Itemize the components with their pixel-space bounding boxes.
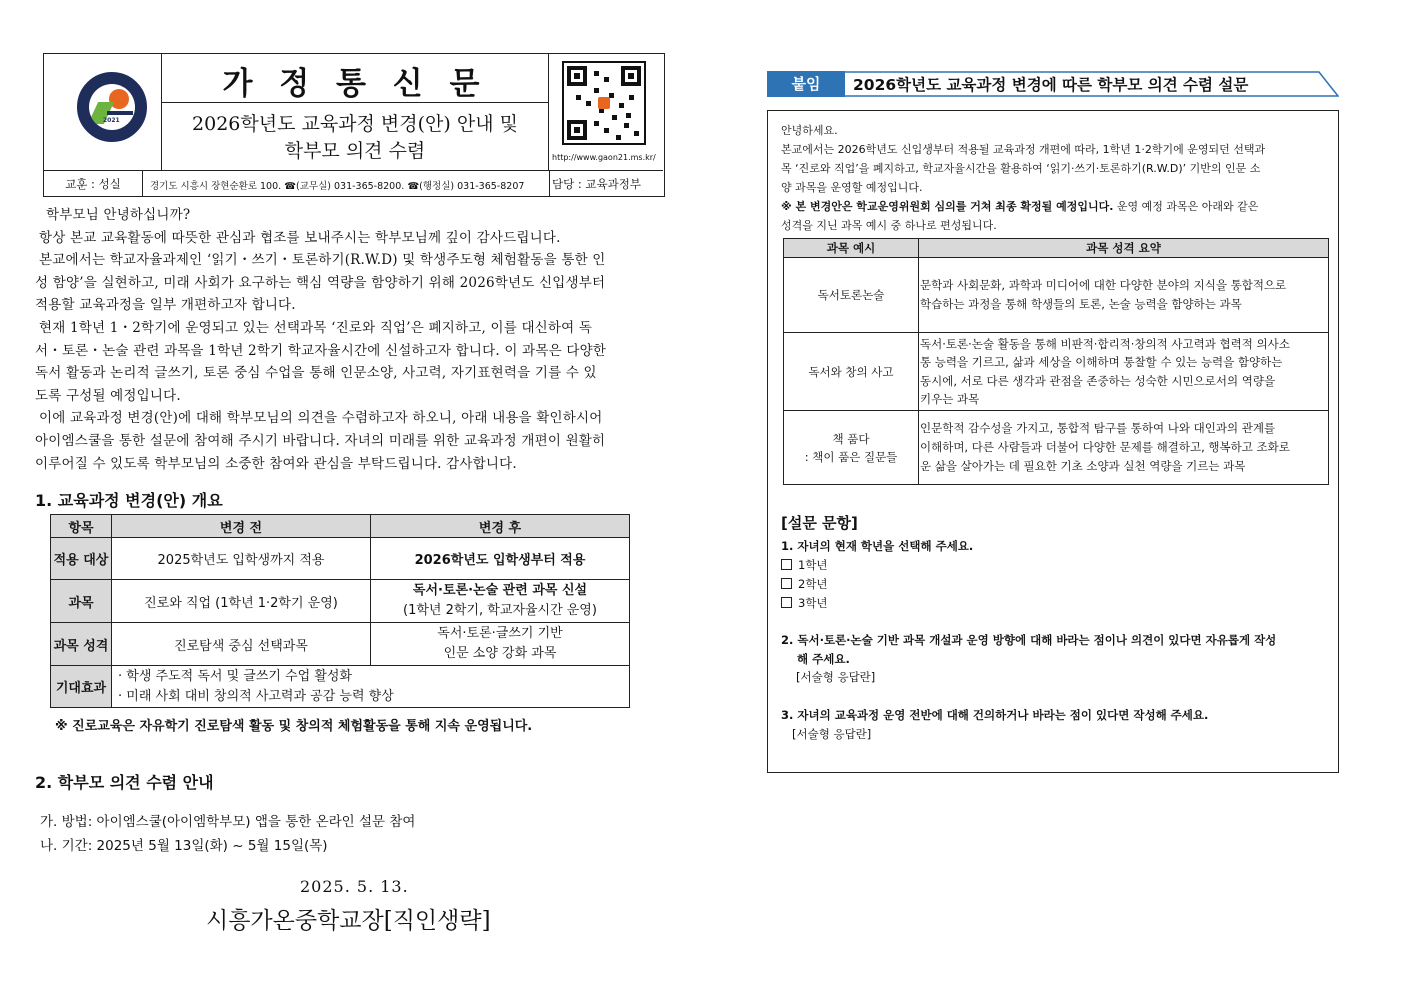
col-header: 변경 전 [112,515,371,538]
letter-header [43,53,665,197]
table-row: 독서토론논술 문학과 사회문화, 과학과 미디어에 대한 다양한 분야의 지식을 통합적으로 학습하는 과정을 통해 학생들의 토론, 논술 능력을 함양하는 과목 [784,258,1329,333]
principal-signature: 시흥가온중학교장[직인생략] [206,908,491,934]
grade-option[interactable]: 1학년 [781,556,828,575]
attachment-badge: 붙임 [791,75,821,93]
letter-body: 학부모님 안녕하십니까? 항상 본교 교육활동에 따뜻한 관심과 협조를 보내주시는 학부모님께 깊이 감사드립니다. 본교에서는 학교자율과제인 ‘읽기・쓰기・토론하기(R.W.D) 및 학생주도형 체험활동을 통한 인 성 함양’을 실현하고, 미래 사회가 요구하는 핵심 역량을 함양하기 위해 2026학년도 신입생부터 적용할 교육과정을 일부 개편하고자 합니다. 현재 1학년 1・2학기에 운영되고 있는 선택과목 ‘진로와 직업’은 폐지하고, 이를 대신하여 독 서・토론・논술 관련 과목을 1학년 2학기 학교자율시간에 신설하고자 합니다. 이 과목은 다양한 독서 활동과 논리적 글쓰기, 토론 중심 수업을 통해 인문소양, 사고력, 자기표현력을 기를 수 있 도록 구성될 예정입니다. 이에 교육과정 변경(안)에 대해 학부모님의 의견을 수렴하고자 하오니, 아래 내용을 확인하시어 아이엠스쿨을 통한 설문에 참여해 주시기 바랍니다. 자녀의 미래를 위한 교육과정 개편이 원활히 이루어질 수 있도록 학부모님의 소중한 참여와 관심을 부탁드립니다. 감사합니다. [35,207,607,472]
table-row: 독서와 창의 사고 독서·토론·논술 활동을 통해 비판적·합리적·창의적 사고력과 협력적 의사소 통 능력을 기르고, 삶과 세상을 이해하며 통찰할 수 있는 능력을 함양하는 동시에, 서로 다른 생각과 관점을 존중하는 성숙한 시민으로서의 역량을 키우는 과목 [784,333,1329,411]
answer-field-2[interactable]: [서술형 응답란] [796,670,876,684]
school-motto: 교훈 : 성실 [65,177,121,191]
school-address: 경기도 시흥시 장현순환로 100. ☎(교무실) 031-365-8200. ☎(행정실) 031-365-8207 [150,181,525,192]
checkbox-icon[interactable] [781,597,792,608]
career-note: ※ 진로교육은 자유학기 진로탐색 활동 및 창의적 체험활동을 통해 지속 운영됩니다. [55,719,533,734]
checkbox-icon[interactable] [781,559,792,570]
letter-title: 가 정 통 신 문 [222,66,488,102]
table-row: 기대효과 · 학생 주도적 독서 및 글쓰기 수업 활성화 · 미래 사회 대비 창의적 사고력과 공감 능력 향상 [51,666,630,708]
school-url[interactable]: http://www.gaon21.ms.kr/ [552,153,656,162]
question-3: 3. 자녀의 교육과정 운영 전반에 대해 건의하거나 바라는 점이 있다면 작성해 주세요. [781,708,1209,722]
survey-title: 2026학년도 교육과정 변경에 따른 학부모 의견 수렴 설문 [853,76,1249,94]
questions-heading: [설문 문항] [781,514,858,532]
col-header: 항목 [51,515,112,538]
qr-code-icon[interactable] [562,61,646,145]
checkbox-icon[interactable] [781,578,792,589]
col-header: 과목 성격 요약 [919,239,1329,258]
col-header: 변경 후 [371,515,630,538]
grade-options [781,556,828,613]
question-1: 1. 자녀의 현재 학년을 선택해 주세요. [781,539,974,553]
survey-period: 나. 기간: 2025년 5월 13일(화) ~ 5월 15일(목) [40,838,328,854]
school-logo-icon: 2021 [77,72,147,142]
survey-intro: 안녕하세요. 본교에서는 2026학년도 신입생부터 적용될 교육과정 개편에 따라, 1학년 1·2학기에 운영되던 선택과 목 ‘진로와 직업’을 폐지하고, 학교자율시간을 활용하여 ‘읽기·쓰기·토론하기(R.W.D)’ 기반의 인문 소 양 과목을 운영할 예정입니다. ※ 본 변경안은 학교운영위원회 심의를 거쳐 최종 확정될 예정입니다. 운영 예정 과목은 아래와 같은 성격을 지닌 과목 예시 중 하나로 편성됩니다. [781,124,1266,232]
survey-box [767,110,1339,773]
section2-heading: 2. 학부모 의견 수렴 안내 [35,773,214,792]
table-row: 과목 성격 진로탐색 중심 선택과목 독서·토론·글쓰기 기반 인문 소양 강화 과목 [51,623,630,666]
grade-option[interactable]: 3학년 [781,594,828,613]
table-row: 책 품다 : 책이 품은 질문들 인문학적 감수성을 가지고, 통합적 탐구를 통하여 나와 대인과의 관계를 이해하며, 다른 사람들과 더불어 다양한 문제를 해결하고, 행복하고 조화로 운 삶을 살아가는 데 필요한 기초 소양과 실천 역량을 기르는 과목 [784,411,1329,485]
letter-date: 2025. 5. 13. [300,877,409,896]
grade-option[interactable]: 2학년 [781,575,828,594]
manager-dept: 담당 : 교육과정부 [552,177,641,191]
survey-method: 가. 방법: 아이엠스쿨(아이엠학부모) 앱을 통한 온라인 설문 참여 [40,814,416,830]
letter-subtitle: 2026학년도 교육과정 변경(안) 안내 및 학부모 의견 수렴 [192,113,518,162]
question-2: 2. 독서·토론·논술 기반 과목 개설과 운영 방향에 대해 바라는 점이나 의견이 있다면 자유롭게 작성 해 주세요. [781,633,1277,666]
course-examples-table [783,238,1329,485]
change-summary-table [50,514,630,708]
survey-title-bar [767,71,1339,97]
table-row: 적용 대상 2025학년도 입학생까지 적용 2026학년도 입학생부터 적용 [51,538,630,580]
answer-field-3[interactable]: [서술형 응답란] [792,727,872,741]
table-row: 과목 진로와 직업 (1학년 1·2학기 운영) 독서·토론·논술 관련 과목 신설 (1학년 2학기, 학교자율시간 운영) [51,580,630,623]
col-header: 과목 예시 [784,239,919,258]
section1-heading: 1. 교육과정 변경(안) 개요 [35,491,223,510]
